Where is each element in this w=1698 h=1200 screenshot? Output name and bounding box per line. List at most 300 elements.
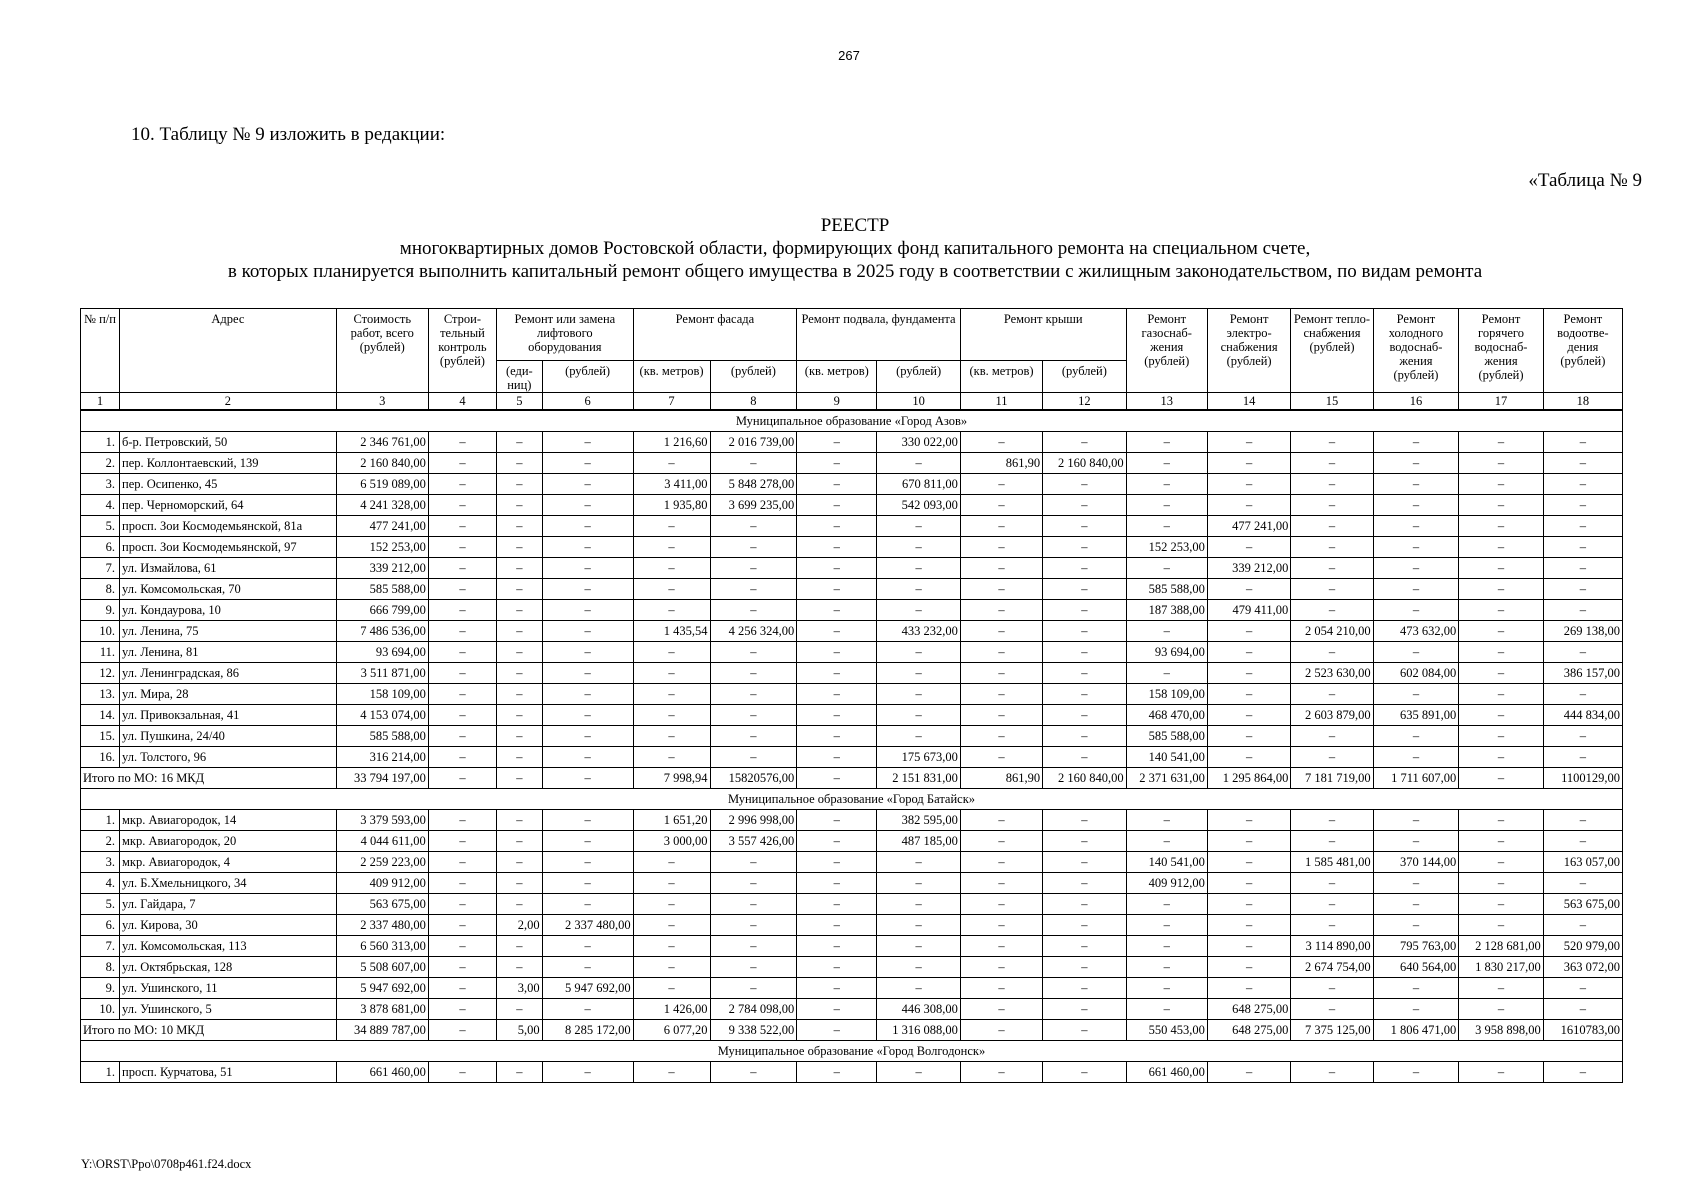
value-cell: 2 603 879,00 — [1291, 705, 1373, 726]
total-value-cell: 9 338 522,00 — [710, 1020, 797, 1041]
value-cell: – — [633, 936, 710, 957]
value-cell: 640 564,00 — [1373, 957, 1459, 978]
registry-body — [81, 410, 1623, 1083]
address-cell: просп. Зои Космодемьянской, 97 — [120, 537, 337, 558]
total-value-cell: 7 375 125,00 — [1291, 1020, 1373, 1041]
value-cell: – — [960, 915, 1042, 936]
value-cell: – — [428, 957, 496, 978]
value-cell: – — [1543, 684, 1622, 705]
value-cell: – — [1373, 999, 1459, 1020]
value-cell: – — [960, 600, 1042, 621]
value-cell: – — [710, 516, 797, 537]
row-number: 15. — [81, 726, 120, 747]
value-cell: 4 153 074,00 — [336, 705, 428, 726]
value-cell: – — [877, 978, 960, 999]
row-number: 8. — [81, 957, 120, 978]
total-label: Итого по МО: 16 МКД — [81, 768, 337, 789]
col-header-lift: Ремонт или замена лифтового оборудования — [497, 309, 634, 361]
value-cell: – — [633, 537, 710, 558]
value-cell: 446 308,00 — [877, 999, 960, 1020]
value-cell: – — [1291, 747, 1373, 768]
row-number: 10. — [81, 999, 120, 1020]
value-cell: – — [428, 894, 496, 915]
value-cell: – — [797, 873, 877, 894]
value-cell: – — [1459, 600, 1544, 621]
value-cell: – — [1373, 558, 1459, 579]
value-cell: – — [497, 642, 543, 663]
value-cell: – — [877, 852, 960, 873]
value-cell: – — [877, 558, 960, 579]
value-cell: – — [1207, 978, 1290, 999]
value-cell: – — [1291, 873, 1373, 894]
address-cell: ул. Ушинского, 11 — [120, 978, 337, 999]
value-cell: 187 388,00 — [1126, 600, 1207, 621]
value-cell: – — [1291, 642, 1373, 663]
row-number: 5. — [81, 894, 120, 915]
value-cell: – — [1207, 831, 1290, 852]
value-cell: – — [1373, 495, 1459, 516]
value-cell: – — [797, 810, 877, 831]
value-cell: – — [633, 915, 710, 936]
value-cell: – — [960, 537, 1042, 558]
total-value-cell: – — [797, 1020, 877, 1041]
value-cell: – — [497, 600, 543, 621]
row-number: 9. — [81, 600, 120, 621]
total-value-cell: – — [542, 768, 633, 789]
total-value-cell: – — [1043, 1020, 1126, 1041]
municipality-title: Муниципальное образование «Город Азов» — [81, 410, 1623, 432]
address-cell: ул. Кондаурова, 10 — [120, 600, 337, 621]
row-number: 6. — [81, 537, 120, 558]
value-cell: 2 784 098,00 — [710, 999, 797, 1020]
value-cell: – — [497, 894, 543, 915]
value-cell: – — [1207, 432, 1290, 453]
value-cell: – — [1459, 495, 1544, 516]
value-cell: – — [428, 684, 496, 705]
row-number: 13. — [81, 684, 120, 705]
value-cell: – — [1291, 474, 1373, 495]
value-cell: – — [1543, 978, 1622, 999]
value-cell: – — [960, 957, 1042, 978]
municipality-title: Муниципальное образование «Город Волгодонск» — [81, 1041, 1623, 1062]
value-cell: – — [1291, 1062, 1373, 1083]
value-cell: 3 411,00 — [633, 474, 710, 495]
total-value-cell: – — [960, 1020, 1042, 1041]
value-cell: – — [1291, 810, 1373, 831]
value-cell: 1 585 481,00 — [1291, 852, 1373, 873]
value-cell: – — [428, 453, 496, 474]
address-cell: мкр. Авиагородок, 4 — [120, 852, 337, 873]
value-cell: – — [1291, 453, 1373, 474]
value-cell: – — [633, 579, 710, 600]
value-cell: 3 699 235,00 — [710, 495, 797, 516]
value-cell: 93 694,00 — [336, 642, 428, 663]
total-value-cell: 3 958 898,00 — [1459, 1020, 1544, 1041]
value-cell: – — [877, 537, 960, 558]
value-cell: – — [1207, 684, 1290, 705]
value-cell: – — [497, 474, 543, 495]
column-number: 15 — [1291, 393, 1373, 411]
value-cell: – — [1291, 537, 1373, 558]
value-cell: – — [542, 1062, 633, 1083]
value-cell: – — [1043, 558, 1126, 579]
value-cell: – — [797, 495, 877, 516]
value-cell: – — [497, 558, 543, 579]
value-cell: – — [1291, 684, 1373, 705]
row-number: 3. — [81, 852, 120, 873]
value-cell: – — [877, 894, 960, 915]
value-cell: – — [633, 873, 710, 894]
value-cell: – — [1207, 663, 1290, 684]
value-cell: – — [633, 957, 710, 978]
value-cell: – — [1043, 726, 1126, 747]
value-cell: – — [1459, 999, 1544, 1020]
column-number: 14 — [1207, 393, 1290, 411]
value-cell: – — [960, 852, 1042, 873]
value-cell: – — [960, 642, 1042, 663]
address-cell: пер. Черноморский, 64 — [120, 495, 337, 516]
value-cell: 473 632,00 — [1373, 621, 1459, 642]
row-number: 7. — [81, 936, 120, 957]
value-cell: – — [710, 747, 797, 768]
municipality-section-row — [81, 1041, 1623, 1062]
address-cell: ул. Мира, 28 — [120, 684, 337, 705]
value-cell: – — [1043, 873, 1126, 894]
value-cell: – — [1543, 516, 1622, 537]
value-cell: – — [1043, 579, 1126, 600]
value-cell: 6 519 089,00 — [336, 474, 428, 495]
value-cell: – — [710, 936, 797, 957]
value-cell: – — [1291, 495, 1373, 516]
value-cell: – — [497, 999, 543, 1020]
value-cell: 3 000,00 — [633, 831, 710, 852]
value-cell: – — [1373, 453, 1459, 474]
value-cell: – — [1043, 663, 1126, 684]
value-cell: – — [797, 915, 877, 936]
value-cell: – — [797, 663, 877, 684]
row-number: 5. — [81, 516, 120, 537]
value-cell: 542 093,00 — [877, 495, 960, 516]
row-number: 2. — [81, 831, 120, 852]
value-cell: 370 144,00 — [1373, 852, 1459, 873]
heading-title: РЕЕСТР — [820, 215, 890, 236]
value-cell: – — [428, 537, 496, 558]
address-cell: пер. Осипенко, 45 — [120, 474, 337, 495]
value-cell: – — [1291, 915, 1373, 936]
value-cell: – — [960, 1062, 1042, 1083]
value-cell: – — [1373, 873, 1459, 894]
value-cell: 648 275,00 — [1207, 999, 1290, 1020]
value-cell: – — [1207, 957, 1290, 978]
value-cell: 3 114 890,00 — [1291, 936, 1373, 957]
table-row — [81, 831, 1623, 852]
total-value-cell: 2 160 840,00 — [1043, 768, 1126, 789]
address-cell: ул. Пушкина, 24/40 — [120, 726, 337, 747]
value-cell: – — [1291, 894, 1373, 915]
table-row — [81, 894, 1623, 915]
value-cell: – — [877, 915, 960, 936]
value-cell: – — [960, 558, 1042, 579]
value-cell: – — [1543, 1062, 1622, 1083]
value-cell: – — [633, 978, 710, 999]
value-cell: – — [877, 957, 960, 978]
value-cell: 433 232,00 — [877, 621, 960, 642]
value-cell: 2,00 — [497, 915, 543, 936]
value-cell: – — [797, 432, 877, 453]
value-cell: 5 947 692,00 — [542, 978, 633, 999]
value-cell: – — [1373, 684, 1459, 705]
value-cell: – — [797, 978, 877, 999]
table-row — [81, 663, 1623, 684]
value-cell: – — [633, 894, 710, 915]
value-cell: – — [497, 432, 543, 453]
table-row — [81, 957, 1623, 978]
value-cell: 158 109,00 — [1126, 684, 1207, 705]
value-cell: – — [877, 516, 960, 537]
value-cell: – — [797, 600, 877, 621]
table-row — [81, 915, 1623, 936]
col-header-hot-water: Ремонт горячего водоснаб-жения (рублей) — [1459, 309, 1544, 393]
value-cell: – — [1543, 873, 1622, 894]
row-number: 9. — [81, 978, 120, 999]
column-number: 17 — [1459, 393, 1544, 411]
value-cell: 339 212,00 — [1207, 558, 1290, 579]
value-cell: – — [1126, 978, 1207, 999]
value-cell: – — [1043, 642, 1126, 663]
value-cell: 409 912,00 — [336, 873, 428, 894]
value-cell: 2 337 480,00 — [336, 915, 428, 936]
value-cell: – — [1459, 537, 1544, 558]
value-cell: 444 834,00 — [1543, 705, 1622, 726]
value-cell: 2 054 210,00 — [1291, 621, 1373, 642]
value-cell: – — [710, 978, 797, 999]
value-cell: – — [1291, 600, 1373, 621]
value-cell: 3 878 681,00 — [336, 999, 428, 1020]
table-row — [81, 600, 1623, 621]
value-cell: 1 651,20 — [633, 810, 710, 831]
value-cell: – — [1543, 453, 1622, 474]
value-cell: 409 912,00 — [1126, 873, 1207, 894]
value-cell: – — [1126, 999, 1207, 1020]
value-cell: – — [960, 831, 1042, 852]
value-cell: – — [1043, 999, 1126, 1020]
value-cell: – — [428, 831, 496, 852]
table-row — [81, 747, 1623, 768]
row-number: 4. — [81, 495, 120, 516]
address-cell: просп. Курчатова, 51 — [120, 1062, 337, 1083]
value-cell: – — [1373, 516, 1459, 537]
value-cell: – — [1126, 936, 1207, 957]
value-cell: – — [1543, 495, 1622, 516]
table-row — [81, 726, 1623, 747]
total-value-cell: 1610783,00 — [1543, 1020, 1622, 1041]
value-cell: – — [1459, 978, 1544, 999]
address-cell: просп. Зои Космодемьянской, 81а — [120, 516, 337, 537]
value-cell: – — [542, 537, 633, 558]
value-cell: – — [960, 705, 1042, 726]
value-cell: – — [1373, 432, 1459, 453]
value-cell: – — [797, 621, 877, 642]
total-row — [81, 768, 1623, 789]
value-cell: 563 675,00 — [1543, 894, 1622, 915]
value-cell: – — [797, 474, 877, 495]
column-number: 8 — [710, 393, 797, 411]
value-cell: – — [497, 516, 543, 537]
value-cell: 158 109,00 — [336, 684, 428, 705]
col-header-roof: Ремонт крыши — [960, 309, 1126, 361]
value-cell: – — [710, 642, 797, 663]
value-cell: – — [960, 999, 1042, 1020]
value-cell: – — [497, 747, 543, 768]
value-cell: 382 595,00 — [877, 810, 960, 831]
value-cell: – — [1459, 558, 1544, 579]
row-number: 10. — [81, 621, 120, 642]
value-cell: – — [960, 516, 1042, 537]
row-number: 14. — [81, 705, 120, 726]
value-cell: – — [1373, 915, 1459, 936]
value-cell: – — [960, 579, 1042, 600]
value-cell: – — [1291, 579, 1373, 600]
value-cell: – — [542, 936, 633, 957]
row-number: 3. — [81, 474, 120, 495]
value-cell: 269 138,00 — [1543, 621, 1622, 642]
table-row — [81, 453, 1623, 474]
value-cell: 339 212,00 — [336, 558, 428, 579]
col-header-cold-water: Ремонт холодного водоснаб-жения (рублей) — [1373, 309, 1459, 393]
col-header-facade-rub: (рублей) — [710, 361, 797, 393]
value-cell: – — [428, 936, 496, 957]
value-cell: – — [797, 537, 877, 558]
value-cell: – — [633, 453, 710, 474]
value-cell: 2 016 739,00 — [710, 432, 797, 453]
value-cell: 1 435,54 — [633, 621, 710, 642]
row-number: 7. — [81, 558, 120, 579]
value-cell: – — [428, 558, 496, 579]
value-cell: – — [497, 621, 543, 642]
value-cell: – — [1459, 453, 1544, 474]
value-cell: – — [1126, 495, 1207, 516]
value-cell: 4 044 611,00 — [336, 831, 428, 852]
value-cell: – — [710, 852, 797, 873]
table-row — [81, 852, 1623, 873]
value-cell: – — [1459, 726, 1544, 747]
address-cell: ул. Комсомольская, 113 — [120, 936, 337, 957]
value-cell: – — [877, 726, 960, 747]
value-cell: – — [1459, 747, 1544, 768]
value-cell: 2 996 998,00 — [710, 810, 797, 831]
value-cell: – — [1126, 558, 1207, 579]
table-row — [81, 579, 1623, 600]
value-cell: 2 523 630,00 — [1291, 663, 1373, 684]
value-cell: 363 072,00 — [1543, 957, 1622, 978]
value-cell: – — [1373, 642, 1459, 663]
value-cell: – — [1207, 474, 1290, 495]
value-cell: – — [1459, 915, 1544, 936]
total-value-cell: 550 453,00 — [1126, 1020, 1207, 1041]
column-number: 3 — [336, 393, 428, 411]
table-row — [81, 999, 1623, 1020]
column-number: 7 — [633, 393, 710, 411]
value-cell: – — [1043, 852, 1126, 873]
value-cell: – — [1043, 936, 1126, 957]
col-header-roof-rub: (рублей) — [1043, 361, 1126, 393]
value-cell: – — [1043, 957, 1126, 978]
total-value-cell: 648 275,00 — [1207, 1020, 1290, 1041]
row-number: 1. — [81, 432, 120, 453]
heading-line-1: многоквартирных домов Ростовской области, формирующих фонд капитального ремонта на специальном счете, — [399, 238, 1311, 259]
table-row — [81, 810, 1623, 831]
value-cell: – — [1207, 810, 1290, 831]
value-cell: – — [633, 726, 710, 747]
row-number: 4. — [81, 873, 120, 894]
value-cell: 330 022,00 — [877, 432, 960, 453]
value-cell: – — [497, 453, 543, 474]
value-cell: 563 675,00 — [336, 894, 428, 915]
value-cell: – — [542, 747, 633, 768]
value-cell: – — [1043, 537, 1126, 558]
total-value-cell: 1 711 607,00 — [1373, 768, 1459, 789]
total-value-cell: 2 151 831,00 — [877, 768, 960, 789]
value-cell: – — [1373, 1062, 1459, 1083]
value-cell: – — [1043, 747, 1126, 768]
total-value-cell: 6 077,20 — [633, 1020, 710, 1041]
column-number-row — [81, 393, 1623, 411]
column-number: 18 — [1543, 393, 1622, 411]
value-cell: – — [1459, 621, 1544, 642]
value-cell: – — [710, 1062, 797, 1083]
value-cell: – — [1291, 432, 1373, 453]
row-number: 11. — [81, 642, 120, 663]
value-cell: – — [710, 537, 797, 558]
table-row — [81, 978, 1623, 999]
value-cell: 635 891,00 — [1373, 705, 1459, 726]
row-number: 16. — [81, 747, 120, 768]
value-cell: – — [633, 684, 710, 705]
value-cell: – — [428, 516, 496, 537]
total-row — [81, 1020, 1623, 1041]
value-cell: – — [1043, 894, 1126, 915]
table-row — [81, 621, 1623, 642]
table-row — [81, 495, 1623, 516]
value-cell: – — [1543, 600, 1622, 621]
value-cell: 152 253,00 — [336, 537, 428, 558]
value-cell: – — [960, 432, 1042, 453]
value-cell: – — [1207, 621, 1290, 642]
value-cell: 316 214,00 — [336, 747, 428, 768]
address-cell: ул. Ушинского, 5 — [120, 999, 337, 1020]
value-cell: – — [542, 432, 633, 453]
value-cell: – — [1373, 474, 1459, 495]
value-cell: – — [1459, 579, 1544, 600]
total-value-cell: – — [428, 768, 496, 789]
value-cell: – — [797, 936, 877, 957]
value-cell: – — [960, 978, 1042, 999]
table-row — [81, 705, 1623, 726]
value-cell: 479 411,00 — [1207, 600, 1290, 621]
total-value-cell: 7 181 719,00 — [1291, 768, 1373, 789]
total-value-cell: 15820576,00 — [710, 768, 797, 789]
value-cell: – — [1126, 432, 1207, 453]
value-cell: – — [877, 873, 960, 894]
value-cell: – — [797, 516, 877, 537]
address-cell: ул. Кирова, 30 — [120, 915, 337, 936]
value-cell: – — [633, 600, 710, 621]
value-cell: – — [710, 957, 797, 978]
value-cell: – — [633, 705, 710, 726]
value-cell: 5 848 278,00 — [710, 474, 797, 495]
value-cell: – — [1543, 999, 1622, 1020]
value-cell: – — [710, 453, 797, 474]
